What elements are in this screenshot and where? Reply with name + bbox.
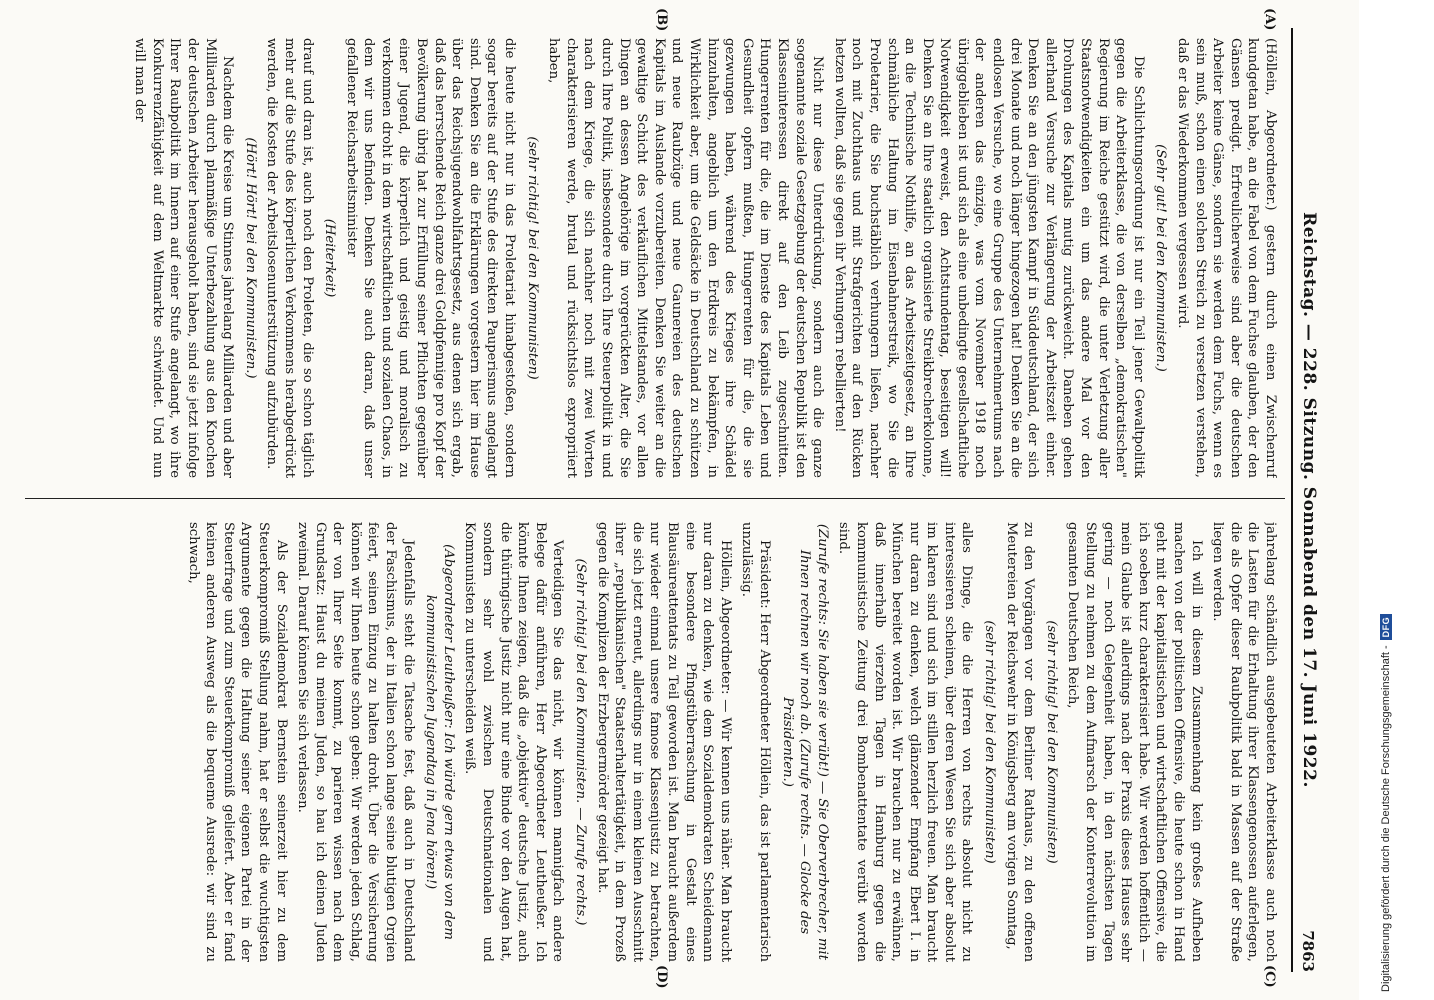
- paragraph: Nachdem die Kreise um Stinnes jahrelang Milliarden und aber Milliarden durch planmäßige Unterbezahlung aus den Knochen der deutschen Arbeiter herausgeholt haben, sind sie jetzt infolge Ihrer Raubpolitik im Innern auf einer Stufe angelangt, wo ihre Konkurrenzfähigkeit auf dem Weltmarkte schwindet. Und nun will man der: [132, 38, 236, 478]
- margin-marker-d: (D): [654, 965, 669, 989]
- paragraph: die heute nicht nur in das Proletariat hinabgestoßen, sondern sogar bereits auf der Stufe des direkten Pauperismus angelangt sind. Denken Sie an die Erklärungen vorgestern hier im Hause über das Reichsjugendwohlfahrtsgesetz, aus denen sich ergab, daß das herrschende Reich ganze drei Goldpfennige pro Kopf der Bevölkerung übrig hat zur Erfüllung seiner Pflichten gegenüber einer Jugend, die körperlich und geistig und moralisch zu verkommen droht in dem wirtschaftlichen und sozialen Chaos, in dem wir uns befinden. Denken Sie auch daran, daß unser gefallener Reichsarbeitsminister: [343, 38, 518, 478]
- interjection: (sehr richtig! bei den Kommunisten): [982, 620, 998, 864]
- speaker-paragraph: Höllein, Abgeordneter: — Wir kennen uns näher. Man braucht nur daran zu denken, wie dem Sozialdemokraten Scheidemann eine besondere Pfingstüberraschung in Gestalt eines Blausäureattentats zu Teil geworden ist. Man braucht außerdem nur wieder einmal unsere famose Klassenjustiz zu betrachten, die sich jetzt erneut, allerdings nur in einem kleinen Ausschnitt ihrer „republikanischen" Staatserhaltertätigkeit, in dem Prozeß gegen die Komplizen der Erzbergermörder gezeigt hat.: [594, 522, 733, 962]
- interjection: (sehr richtig! bei den Kommunisten): [1043, 620, 1059, 864]
- interjection: (Sehr gut! bei den Kommunisten.): [1153, 144, 1169, 372]
- interjection: (Hört! Hört! bei den Kommunisten.): [242, 137, 258, 379]
- dfg-logo-icon: DFG: [1380, 614, 1392, 641]
- interjection: (Zurufe rechts: Sie haben sie verübt!) — Sie Oberverbrecher, mit Ihnen rechnen wir noch ab. (Zurufe rechts. — Glocke des Präsidenten.): [779, 523, 830, 961]
- margin-marker-c: (C): [1262, 965, 1277, 988]
- speaker-paragraph: Präsident: Herr Abgeordneter Höllein, das ist parlamentarisch unzulässig.: [739, 522, 772, 962]
- paragraph: (Höllein, Abgeordneter.) gestern durch einen Zwischenruf kundgetan habe, an die Fabel von dem Fuchse glauben, der den Gänsen predigt. Erfreulicherweise sind aber die deutschen Arbeiter keine Gänse, sondern sie werden dem Fuchs, wenn es sein muß, schon einen solchen Streich zu versetzen verstehen, daß er das Wiederkommen vergessen wird.: [1175, 38, 1278, 478]
- paragraph: Als der Sozialdemokrat Bernstein seinerzeit hier zu dem Steuerkompromiß Stellung nahm, hat er selbst die wuchtigsten Argumente gegen die Haltung seiner eigenen Partei in der Steuerfrage und zum Steuerkompromiß geliefert. Aber er fand keinen anderen Ausweg als die bequeme Ausrede: wir sind zu schwach,: [185, 522, 289, 962]
- left-text-column: [31, 38, 1279, 478]
- right-text-column: [31, 522, 1279, 962]
- paragraph: Verteidigen Sie das nicht, wir können mannigfach andere Belege dafür anführen, Herr Abgeordneter Leutheußer. Ich könnte Ihnen zeigen, daß die „objektive" deutsche Justiz, auch die thüringische Justiz nicht nur eine Binde vor den Augen hat, sondern sehr wohl zwischen Deutschnationalen und Kommunisten zu unterscheiden weiß.: [462, 522, 566, 962]
- interjection: (Sehr richtig! bei den Kommunisten. — Zurufe rechts.): [573, 558, 589, 926]
- interjection: (sehr richtig! bei den Kommunisten): [524, 136, 540, 380]
- interjection: (Abgeordneter Leutheußer: Ich würde gern etwas von dem kommunistischen Jugendtag in Jena hören!): [423, 544, 456, 940]
- digitization-footer: [1380, 614, 1392, 992]
- margin-marker-a: (A): [1262, 8, 1277, 31]
- page-number: 7863: [1299, 930, 1317, 972]
- footer-text: Digitalisierung gefördert durch die Deutsche Forschungsgemeinschaft -: [1380, 645, 1392, 992]
- page-header: [1291, 28, 1351, 972]
- interjection: (Heiterkeit): [322, 218, 338, 298]
- paragraph: Ich will in diesem Zusammenhang kein großes Aufheben machen von der politischen Offensive, die heute schon in Hand geht mit der kapitalistischen und wirtschaftlichen Offensive, die ich soeben kurz charakterisiert habe. Wir werden hoffentlich — mein Glaube ist allerdings nach der Praxis dieses Hauses sehr gering — noch Gelegenheit haben, in den nächsten Tagen Stellung zu nehmen zu dem Aufmarsch der Konterrevolution im gesamten Deutschen Reich,: [1065, 522, 1204, 962]
- paragraph: Jedenfalls steht die Tatsache fest, daß auch in Deutschland der Faschismus, der in Italien schon lange seine blutigen Orgien feiert, seinen Einzug zu halten droht. Über die Versicherung können wir Ihnen heute schon geben: Wir werden jeden Schlag, der von Ihrer Seite kommt, zu parieren wissen nach dem Grundsatz: Haust du meinen Juden, so hau ich deinen Juden zweimal. Darauf können Sie sich verlassen.: [295, 522, 416, 962]
- paragraph: alles Dinge, die die Herren von rechts absolut nicht zu interessieren scheinen, über deren Wesen Sie sich aber absolut im klaren sind und sich im stillen herzlich freuen. Man braucht nur daran zu denken, welch glänzender Empfang Ebert I. in München bereitet worden ist. Wir brauchen nur zu erwähnen, daß innerhalb vierzehn Tagen in Hamburg gegen die kommunistische Zeitung drei Bombenattentate verübt worden sind.: [836, 522, 975, 962]
- margin-marker-b: (B): [654, 8, 669, 32]
- paragraph: Die Schlichtungsordnung ist nur ein Teil jener Gewaltpolitik gegen die Arbeiterklasse, die von derselben „demokratischen" Regierung im Reiche gestützt wird, die unter Verletzung aller Staatsnotwendigkeiten ein um das andere Mal vor den Drohungen des Kapitals mutig zurückweicht. Daneben gehen allerhand Versuche zur Verlängerung der Arbeitszeit einher. Denken Sie an den jüngsten Kampf in Süddeutschland, der sich drei Monate und noch länger hingezogen hat! Denken Sie an die endlosen Versuche, wo eine Gruppe des Unternehmertums nach der anderen das einzige, was vom November 1918 noch übriggeblieben ist und sich als eine unbedingte gesellschaftliche Notwendigkeit erweist, den Achtstundentag, beseitigen will! Denken Sie an Ihre staatlich organisierte Streikbrecherkolonne, an die Technische Nothilfe, an das Arbeitszeitgesetz, an Ihre schmähliche Haltung im Eisenbahnerstreik, wo Sie die Proletarier, die Sie buchstäblich verhungern ließen, nachher noch mit Zuchthaus und mit Strafgerichten auf den Rücken hetzen wollten, daß sie gegen ihr Verhungern rebellierten!: [831, 38, 1146, 478]
- paragraph: zu den Vorgängen vor dem Berliner Rathaus, zu den offenen Meutereien der Reichswehr in Königsberg am vorigen Sonntag,: [1003, 522, 1037, 962]
- paragraph: jahrelang schändlich ausgebeuteten Arbeiterklasse auch noch die Lasten für die Erhaltung ihrer Klassengenossen auferlegen, die als Opfer dieser Raubpolitik bald in Massen auf der Straße liegen werden.: [1210, 522, 1278, 962]
- header-title: Reichstag. — 228. Sitzung. Sonnabend den 17. Juni 1922.: [1299, 212, 1319, 788]
- paragraph: Nicht nur diese Unterdrückung, sondern auch die ganze sogenannte soziale Gesetzgebung der deutschen Republik ist den Klasseninteressen direkt auf den Leib zugeschnitten. Hungerrenten für die, die im Dienste des Kapitals Leben und Gesundheit opfern mußten, Hungerrenten für die, die sie gezwungen haben, während des Krieges ihre Schädel hinzuhalten, angeblich um den Erdkreis zu bekämpfen, in Wirklichkeit aber, um die Geldsäcke in Deutschland zu schützen und neue Raubzüge und neue Gaunereien des deutschen Kapitals im Auslande vorzubereiten. Denken Sie weiter an die gewaltige Schicht des verkäuflichen Mittelstandes, vor allen Dingen an dessen Angehörige im vorgerückten Alter, die Sie durch Ihre Politik, insbesondere durch Ihre Steuerpolitik in und nach dem Kriege, die sich nachher noch mit zwei Worten charakterisieren werde, brutal und rücksichtslos expropriiert haben,: [546, 38, 826, 478]
- paragraph: drauf und dran ist, auch noch den Proleten, die so schon täglich mehr auf die Stufe des körperlichen Verkommens herabgedrückt werden, die Kosten der Arbeitslosenunterstützung aufzubürden.: [264, 38, 315, 478]
- column-divider: [25, 498, 1285, 499]
